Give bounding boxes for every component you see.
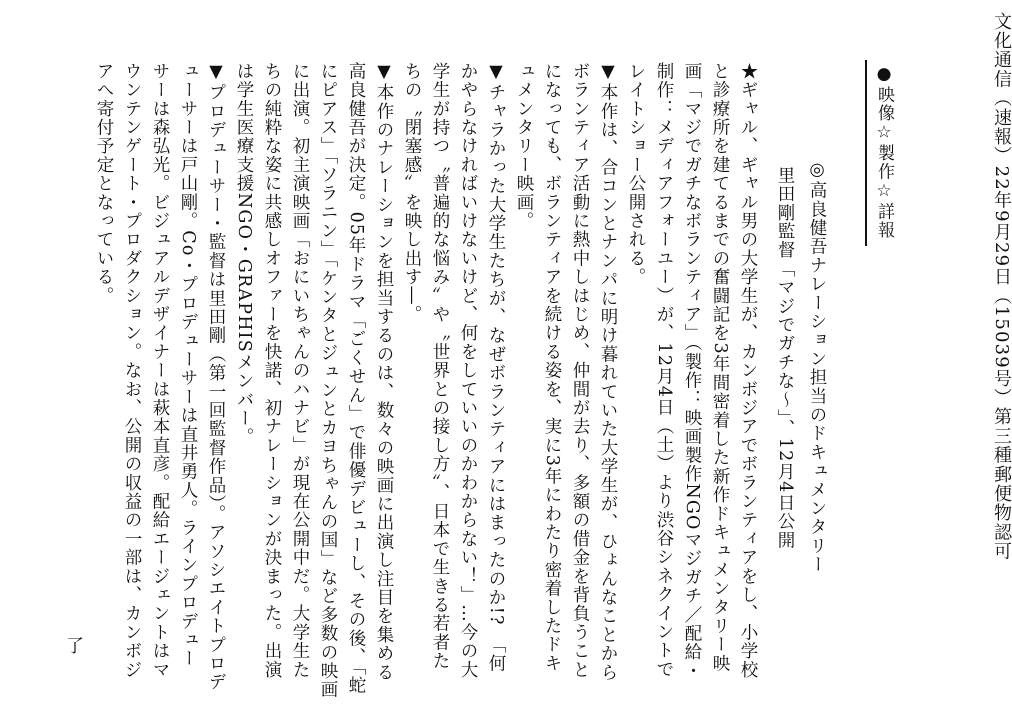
- body-line: になっても、ボランティアを続ける姿を、実に3年にわたり密着したドキ: [542, 62, 562, 673]
- body-line: 学生が持つ〝普遍的な悩み〟や〝世界との接し方〟、日本で生きる若者た: [430, 62, 450, 671]
- end-mark: 了: [66, 636, 84, 657]
- body-line: にピアス」「ソラニン」「ケンタとジュンとカヨちゃんの国」など多数の映画: [318, 62, 338, 699]
- body-line: ちの純粋な姿に共感しオファーを快諾、初ナレーションが決まった。出演: [262, 62, 282, 680]
- body-line: ★ギャル、ギャル男の大学生が、カンボジアでボランティアをし、小学校: [738, 62, 758, 680]
- body-line: ▼チャラかった大学生たちが、なぜボランティアにはまったのか!? 「何: [486, 62, 506, 673]
- section-divider: [865, 60, 867, 246]
- subheading-line: 里田剛監督「マジでガチな〜」、12月4日公開: [775, 166, 795, 550]
- masthead: 文化通信（速報）22年9月29日（15039号）第三種郵便物認可: [991, 12, 1012, 561]
- body-line: 高良健吾が決定。05年ドラマ「ごくせん」で俳優デビューし、その後、「蛇: [346, 62, 366, 696]
- body-line: ▼本作は、合コンとナンパに明け暮れていた大学生が、ひょんなことから: [598, 62, 618, 682]
- body-line: ▼プロデューサー・監督は里田剛（第一回監督作品）。アソシエイトプロデ: [206, 62, 226, 692]
- body-line: と診療所を建てるまでの奮闘記を3年間密着した新作ドキュメンタリー映: [710, 62, 730, 673]
- body-line: ボランティア活動に熱中しはじめ、仲間が去り、多額の借金を背負うこと: [570, 62, 590, 680]
- body-line: サーは森弘光。ビジュアルデザイナーは萩本直彦。配給エージェントはマ: [150, 62, 170, 680]
- body-line: アへ寄付予定となっている。: [94, 62, 114, 306]
- body-line: は学生医療支援NGO・GRAPHISメンバー。: [234, 62, 254, 447]
- section-title: ●映像☆製作☆詳報: [874, 64, 894, 240]
- body-line: 制作：メディアフォーユー）が、12月4日（土）より渋谷シネクイントで: [654, 62, 674, 679]
- body-line: ューサーは戸山剛。Co・プロデューサーは直井勇人。ラインプロデュー: [178, 62, 198, 669]
- body-line: ュメンタリー映画。: [514, 62, 534, 231]
- body-line: に出演。初主演映画「おにいちゃんのハナビ」が現在公開中だ。大学生た: [290, 62, 310, 680]
- body-line: 画「マジでガチなボランティア」（製作：映画製作NGOマジガチ／配給・: [682, 62, 702, 681]
- body-line: かやらなければいけないけど、何をしていいのかわからない！」…今の大: [458, 62, 478, 680]
- body-line: ウンテンゲート・プロダクション。なお、公開の収益の一部は、カンボジ: [122, 62, 142, 680]
- body-line: ちの〝閉塞感〟を映し出す―。: [402, 62, 422, 324]
- subheading-line: ◎高良健吾ナレーション担当のドキュメンタリー: [807, 160, 827, 574]
- body-line: レイトショー公開される。: [626, 62, 646, 287]
- body-line: ▼本作のナレーションを担当するのは、数々の映画に出演し注目を集める: [374, 62, 394, 682]
